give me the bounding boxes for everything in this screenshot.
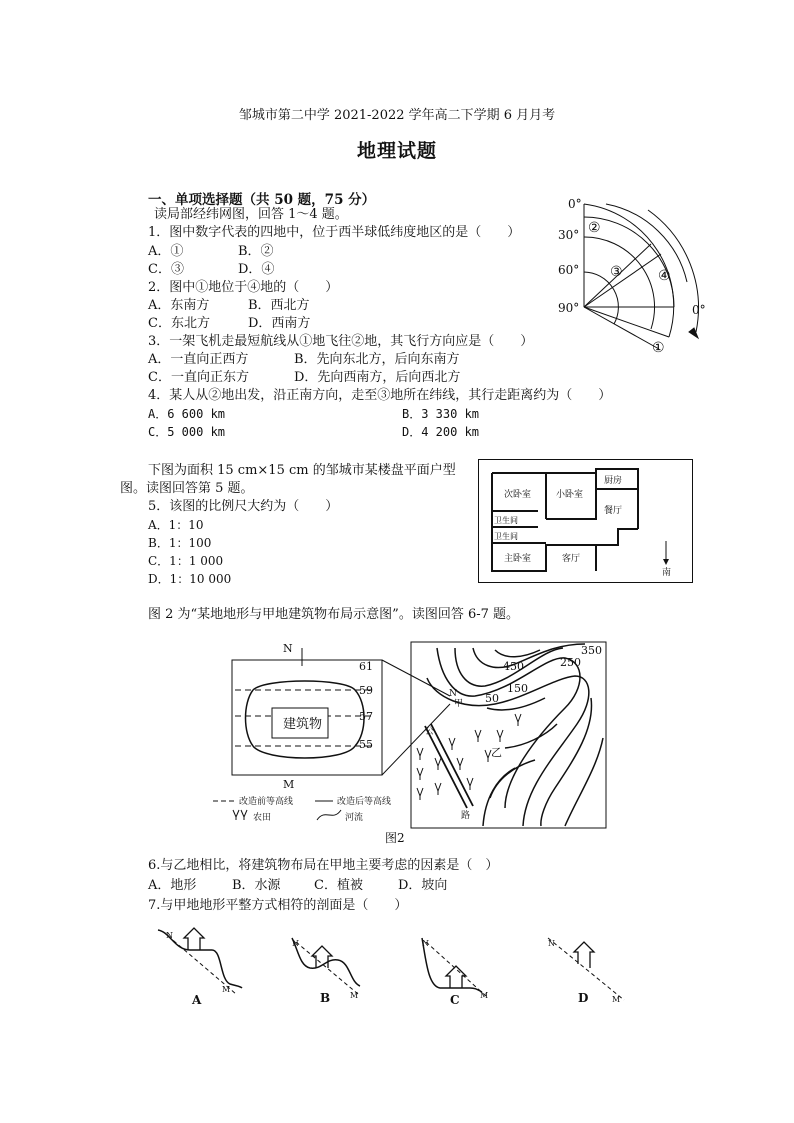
q3-option-d: D．先向西南方，后向西北方 (294, 370, 461, 385)
legend-farm: 农田 (253, 813, 272, 823)
section-heading: 一、单项选择题（共 50 题，75 分） (148, 192, 376, 208)
right-n-label: N (449, 689, 457, 699)
legend-after: 改造后等高线 (337, 797, 392, 807)
left-n-label: N (283, 642, 293, 655)
q3-option-b: B．先向东北方，后向东南方 (294, 352, 460, 367)
fig2-caption: 图2 (385, 831, 405, 845)
room-second-bedroom: 次卧室 (504, 490, 532, 500)
left-m-label: M (283, 778, 295, 791)
lat-label-90: 90° (558, 301, 580, 315)
q2-option-a: A．东南方 (148, 298, 210, 313)
profile-label-a: A (192, 993, 202, 1007)
point-3: ③ (610, 264, 623, 280)
q5-intro-line1: 下图为面积 15 cm×15 cm 的邹城市某楼盘平面户型 (148, 463, 456, 478)
room-master-bedroom: 主卧室 (504, 554, 532, 564)
q3-option-c: C．一直向正东方 (148, 370, 249, 385)
q2-option-d: D．西南方 (248, 316, 311, 331)
section-intro: 读局部经纬网图，回答 1～4 题。 (154, 207, 348, 222)
q5-option-a: A．1：10 (148, 518, 204, 532)
q5-stem: 5．该图的比例尺大约为（ ） (148, 499, 339, 514)
q6-option-c: C．植被 (314, 878, 363, 893)
q1-stem: 1．图中数字代表的四地中，位于西半球低纬度地区的是（ ） (148, 225, 521, 240)
fig2-figure (205, 638, 610, 848)
profile-d-n: N (548, 939, 555, 948)
point-4: ④ (658, 268, 671, 284)
q5-option-d: D．1：10 000 (148, 572, 232, 586)
room-dining: 餐厅 (604, 506, 623, 516)
q4-option-a: A．6 600 km (148, 407, 226, 421)
q4-option-c: C．5 000 km (148, 425, 226, 439)
page-title: 地理试题 (356, 140, 437, 162)
profile-c-n: N (422, 939, 429, 948)
profile-a-n: N (166, 931, 173, 940)
room-bathroom-2: 卫生间 (494, 532, 518, 541)
jia-label: 甲 (454, 699, 464, 709)
q6-option-b: B．水源 (232, 878, 281, 893)
q3-stem: 3．一架飞机走最短航线从①地飞往②地，其飞行方向应是（ ） (148, 334, 534, 349)
lat-label-60: 60° (558, 263, 580, 277)
contour-59: 59 (359, 684, 373, 697)
contour-450: 450 (503, 660, 524, 673)
q5-option-c: C．1：1 000 (148, 554, 224, 568)
profiles-figure (150, 920, 640, 1010)
yi-label: 乙 (491, 746, 502, 759)
contour-350: 350 (581, 644, 602, 657)
q6-option-a: A．地形 (148, 878, 197, 893)
school-line: 邹城市第二中学 2021-2022 学年高二下学期 6 月月考 (238, 108, 556, 123)
contour-50: 50 (485, 692, 499, 705)
road-label-1: 公 (425, 727, 435, 737)
q1-option-a: A．① (148, 244, 184, 259)
q6-stem: 6.与乙地相比，将建筑物布局在甲地主要考虑的因素是（ ） (148, 858, 499, 873)
q2-stem: 2．图中①地位于④地的（ ） (148, 280, 339, 295)
contour-57: 57 (359, 710, 373, 723)
profile-label-b: B (320, 991, 331, 1005)
profile-b-n: N (292, 939, 299, 948)
floorplan-figure (478, 459, 693, 583)
room-living: 客厅 (562, 554, 581, 564)
q2-option-b: B．西北方 (248, 298, 310, 313)
profile-b-m: M (350, 991, 359, 1000)
point-2: ② (588, 220, 601, 236)
lat-label-0: 0° (568, 197, 582, 211)
q1-option-d: D．④ (238, 262, 275, 277)
lon-label-0: 0° (692, 303, 706, 317)
point-1: ① (652, 340, 665, 356)
south-label: 南 (662, 568, 672, 578)
q1-option-b: B．② (238, 244, 274, 259)
q4-option-d: D．4 200 km (402, 425, 480, 439)
legend-river: 河流 (345, 813, 364, 823)
lat-label-30: 30° (558, 228, 580, 242)
q3-option-a: A．一直向正西方 (148, 352, 249, 367)
q5-intro-line2: 图。读图回答第 5 题。 (120, 481, 254, 496)
q4-stem: 4．某人从②地出发，沿正南方向，走至③地所在纬线，其行走距离约为（ ） (148, 388, 612, 403)
building-label: 建筑物 (283, 717, 323, 732)
latlon-figure (548, 192, 718, 362)
q2-option-c: C．东北方 (148, 316, 210, 331)
profile-a-m: M (222, 985, 231, 994)
q5-option-b: B．1：100 (148, 536, 212, 550)
profile-c-m: M (480, 991, 489, 1000)
q7-stem: 7.与甲地地形平整方式相符的剖面是（ ） (148, 898, 408, 913)
room-kitchen: 厨房 (604, 476, 623, 486)
legend-before: 改造前等高线 (239, 797, 294, 807)
profile-d-m: M (612, 995, 621, 1004)
room-small-bedroom: 小卧室 (556, 490, 584, 500)
contour-150: 150 (507, 682, 528, 695)
q1-option-c: C．③ (148, 262, 184, 277)
room-bathroom-1: 卫生间 (494, 516, 518, 525)
profile-label-d: D (578, 991, 589, 1005)
q4-option-b: B．3 330 km (402, 407, 480, 421)
q6-option-d: D．坡向 (398, 878, 448, 893)
profile-label-c: C (450, 993, 460, 1007)
fig2-intro: 图 2 为“某地地形与甲地建筑物布局示意图”。读图回答 6-7 题。 (148, 607, 520, 622)
contour-55: 55 (359, 738, 373, 751)
road-label-2: 路 (461, 811, 471, 821)
contour-61: 61 (359, 660, 373, 673)
contour-250: 250 (560, 656, 581, 669)
